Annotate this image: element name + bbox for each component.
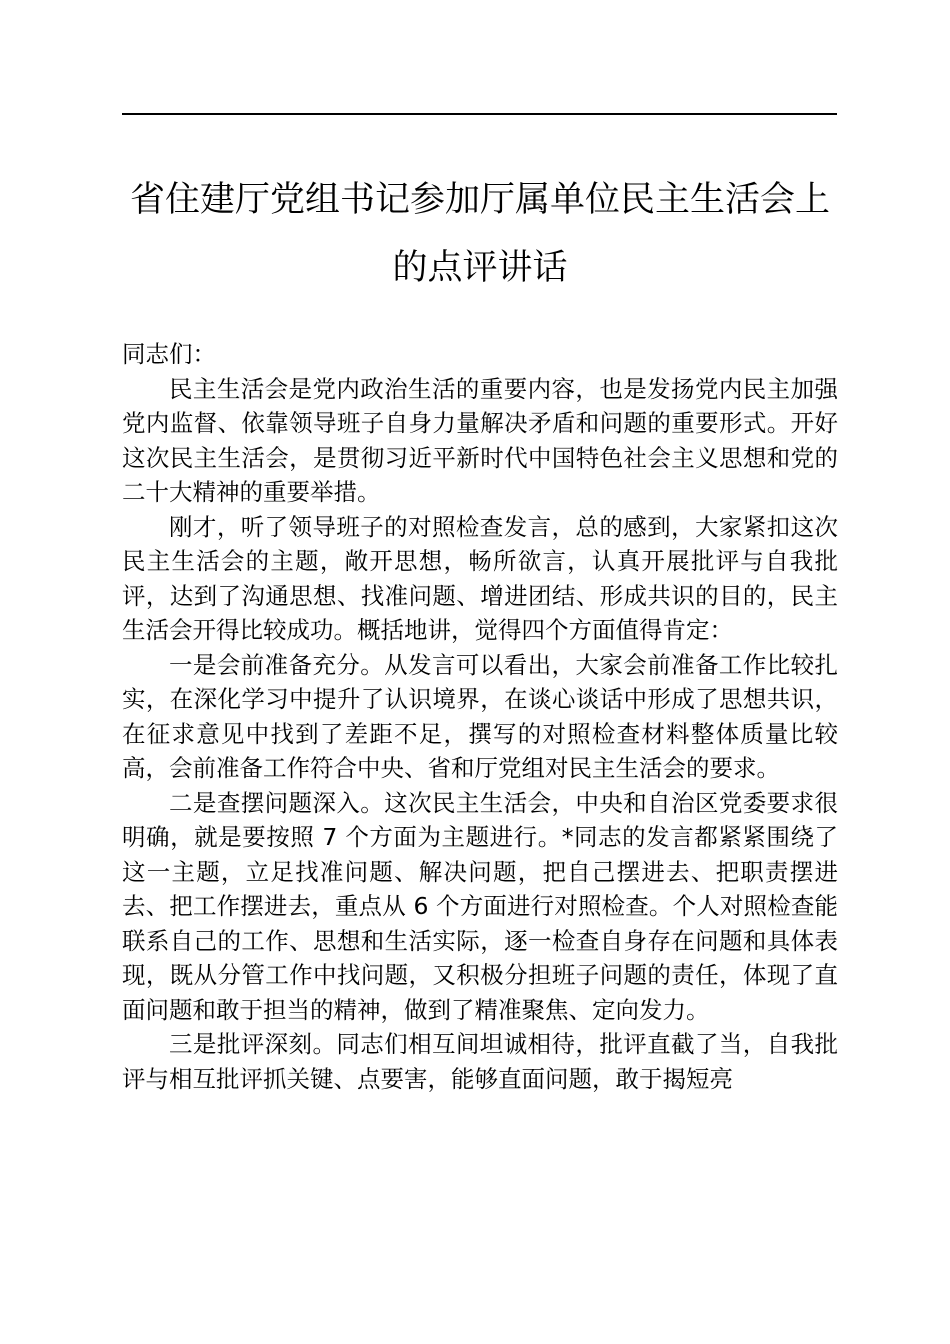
paragraph: 民主生活会是党内政治生活的重要内容，也是发扬党内民主加强党内监督、依靠领导班子自身力量解决矛盾和问题的重要形式。开好这次民主生活会，是贯彻习近平新时代中国特色社会主义思想和党的二十大精神的重要举措。 (122, 374, 838, 506)
paragraph: 三是批评深刻。同志们相互间坦诚相待，批评直截了当，自我批评与相互批评抓关键、点要害，能够直面问题，敢于揭短亮 (122, 1030, 838, 1093)
paragraph: 二是查摆问题深入。这次民主生活会，中央和自治区党委要求很明确，就是要按照 7 个方面为主题进行。*同志的发言都紧紧围绕了这一主题，立足找准问题、解决问题，把自己摆进去、把职责摆进去、把工作摆进去，重点从 6 个方面进行对照检查。个人对照检查能联系自己的工作、思想和生活实际，逐一检查自身存在问题和具体表现，既从分管工作中找问题，又积极分担班子问题的责任，体现了直面问题和敢于担当的精神，做到了精准聚焦、定向发力。 (122, 788, 838, 1024)
document-title-line-1: 省住建厅党组书记参加厅属单位民主生活会上 (129, 180, 830, 220)
salutation: 同志们： (122, 340, 216, 368)
paragraph: 刚才，听了领导班子的对照检查发言，总的感到，大家紧扣这次民主生活会的主题，敞开思想，畅所欲言，认真开展批评与自我批评，达到了沟通思想、找准问题、增进团结、形成共识的目的，民主生活会开得比较成功。概括地讲，觉得四个方面值得肯定： (122, 512, 838, 644)
document-body (122, 337, 838, 1096)
paragraph: 一是会前准备充分。从发言可以看出，大家会前准备工作比较扎实，在深化学习中提升了认识境界，在谈心谈话中形成了思想共识，在征求意见中找到了差距不足，撰写的对照检查材料整体质量比较高，会前准备工作符合中央、省和厅党组对民主生活会的要求。 (122, 650, 838, 782)
document-title-line-2: 的点评讲话 (392, 248, 568, 288)
header-rule (122, 113, 837, 115)
